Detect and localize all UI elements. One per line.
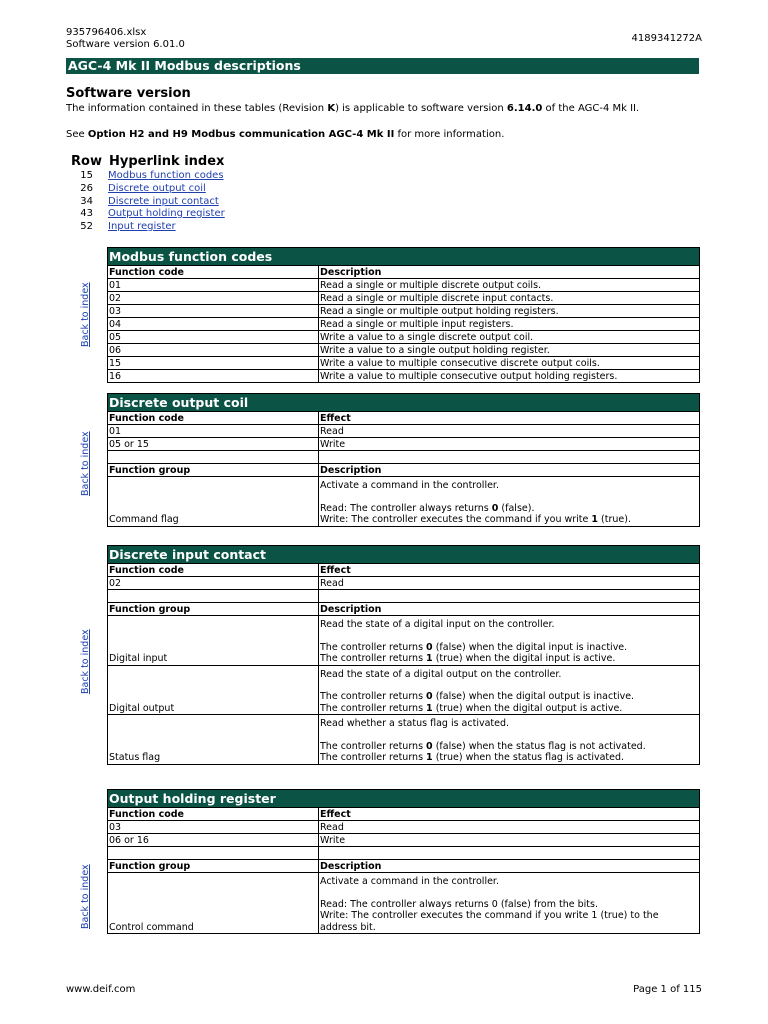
section-title: Modbus function codes bbox=[108, 248, 699, 266]
discrete-output-coil-table bbox=[107, 393, 700, 527]
table-row: 05 or 15 Write bbox=[108, 438, 699, 451]
column-header: Function code bbox=[108, 412, 319, 425]
table-row: Control command Activate a command in the controller. Read: The controller always returns 0 (false) from the bits. Write: The controller executes the command if you write 1 (true) to the address bit. bbox=[108, 873, 699, 934]
column-header: Function code bbox=[108, 266, 319, 279]
table-row: 15 Write a value to multiple consecutive discrete output coils. bbox=[108, 357, 699, 370]
table-row: Command flag Activate a command in the controller. Read: The controller always returns 0 (false). Write: The controller executes the command if you write 1 (true). bbox=[108, 477, 699, 526]
index-item: 34 Discrete input contact bbox=[80, 196, 219, 207]
index-link-modbus-function-codes[interactable]: Modbus function codes bbox=[108, 170, 224, 181]
column-header: Function group bbox=[108, 603, 319, 616]
software-version-line: Software version 6.01.0 bbox=[66, 39, 185, 50]
column-header: Effect bbox=[320, 564, 351, 576]
column-header: Description bbox=[319, 603, 700, 616]
column-header: Description bbox=[319, 464, 700, 477]
section-title: Discrete output coil bbox=[108, 394, 699, 412]
software-version-heading: Software version bbox=[66, 86, 191, 101]
table-row: 05 Write a value to a single discrete output coil. bbox=[108, 331, 699, 344]
index-item: 52 Input register bbox=[80, 221, 176, 232]
section-title: Discrete input contact bbox=[108, 546, 699, 564]
index-link-discrete-input-contact[interactable]: Discrete input contact bbox=[108, 196, 219, 207]
footer-page-number: Page 1 of 115 bbox=[633, 984, 702, 995]
index-link-discrete-output-coil[interactable]: Discrete output coil bbox=[108, 183, 206, 194]
table-row: 06 Write a value to a single output holding register. bbox=[108, 344, 699, 357]
see-also-paragraph: See Option H2 and H9 Modbus communication AGC-4 Mk II for more information. bbox=[66, 129, 505, 140]
section-title: Output holding register bbox=[108, 790, 699, 808]
table-row: 16 Write a value to multiple consecutive output holding registers. bbox=[108, 370, 699, 383]
index-link-input-register[interactable]: Input register bbox=[108, 221, 176, 232]
table-row: 04 Read a single or multiple input registers. bbox=[108, 318, 699, 331]
table-row: Digital input Read the state of a digital input on the controller. The controller returns 0 (false) when the digital input is inactive. The controller returns 1 (true) when the digital input is active. bbox=[108, 616, 699, 666]
index-item: 15 Modbus function codes bbox=[80, 170, 224, 181]
column-header: Effect bbox=[320, 808, 351, 820]
table-row: 03 Read a single or multiple output holding registers. bbox=[108, 305, 699, 318]
table-row: 01 Read a single or multiple discrete output coils. bbox=[108, 279, 699, 292]
file-name: 935796406.xlsx bbox=[66, 27, 147, 38]
back-to-index-link[interactable]: Back to index bbox=[80, 431, 91, 496]
output-holding-register-table bbox=[107, 789, 700, 934]
table-row: 03 Read bbox=[108, 821, 699, 834]
column-header: Function code bbox=[108, 808, 319, 821]
column-header: Function group bbox=[108, 464, 319, 477]
table-row: 06 or 16 Write bbox=[108, 834, 699, 847]
back-to-index-link[interactable]: Back to index bbox=[80, 864, 91, 929]
discrete-input-contact-table bbox=[107, 545, 700, 765]
back-to-index-link[interactable]: Back to index bbox=[80, 629, 91, 694]
column-header: Function group bbox=[108, 860, 319, 873]
modbus-function-codes-table bbox=[107, 247, 700, 383]
footer-website: www.deif.com bbox=[66, 984, 136, 995]
column-header: Description bbox=[319, 860, 700, 873]
page-header bbox=[66, 27, 185, 51]
column-header: Function code bbox=[108, 564, 319, 577]
table-row: 02 Read bbox=[108, 577, 699, 590]
table-row: Status flag Read whether a status flag is activated. The controller returns 0 (false) when the status flag is not activated. The controller returns 1 (true) when the status flag is activated. bbox=[108, 715, 699, 764]
index-item: 43 Output holding register bbox=[80, 208, 225, 219]
back-to-index-link[interactable]: Back to index bbox=[80, 282, 91, 347]
column-header: Description bbox=[320, 266, 382, 278]
index-item: 26 Discrete output coil bbox=[80, 183, 206, 194]
title-bar: AGC-4 Mk II Modbus descriptions bbox=[66, 58, 699, 74]
table-row: 01 Read bbox=[108, 425, 699, 438]
index-link-output-holding-register[interactable]: Output holding register bbox=[108, 208, 225, 219]
index-link-header: Hyperlink index bbox=[109, 154, 225, 169]
table-row: 02 Read a single or multiple discrete input contacts. bbox=[108, 292, 699, 305]
index-row-header: Row bbox=[71, 154, 102, 169]
document-code: 4189341272A bbox=[631, 33, 702, 44]
column-header: Effect bbox=[320, 412, 351, 424]
revision-paragraph: The information contained in these tables (Revision K) is applicable to software version 6.14.0 of the AGC-4 Mk II. bbox=[66, 103, 640, 114]
table-row: Digital output Read the state of a digital output on the controller. The controller returns 0 (false) when the digital output is inactive. The controller returns 1 (true) when the digital output is active. bbox=[108, 665, 699, 715]
